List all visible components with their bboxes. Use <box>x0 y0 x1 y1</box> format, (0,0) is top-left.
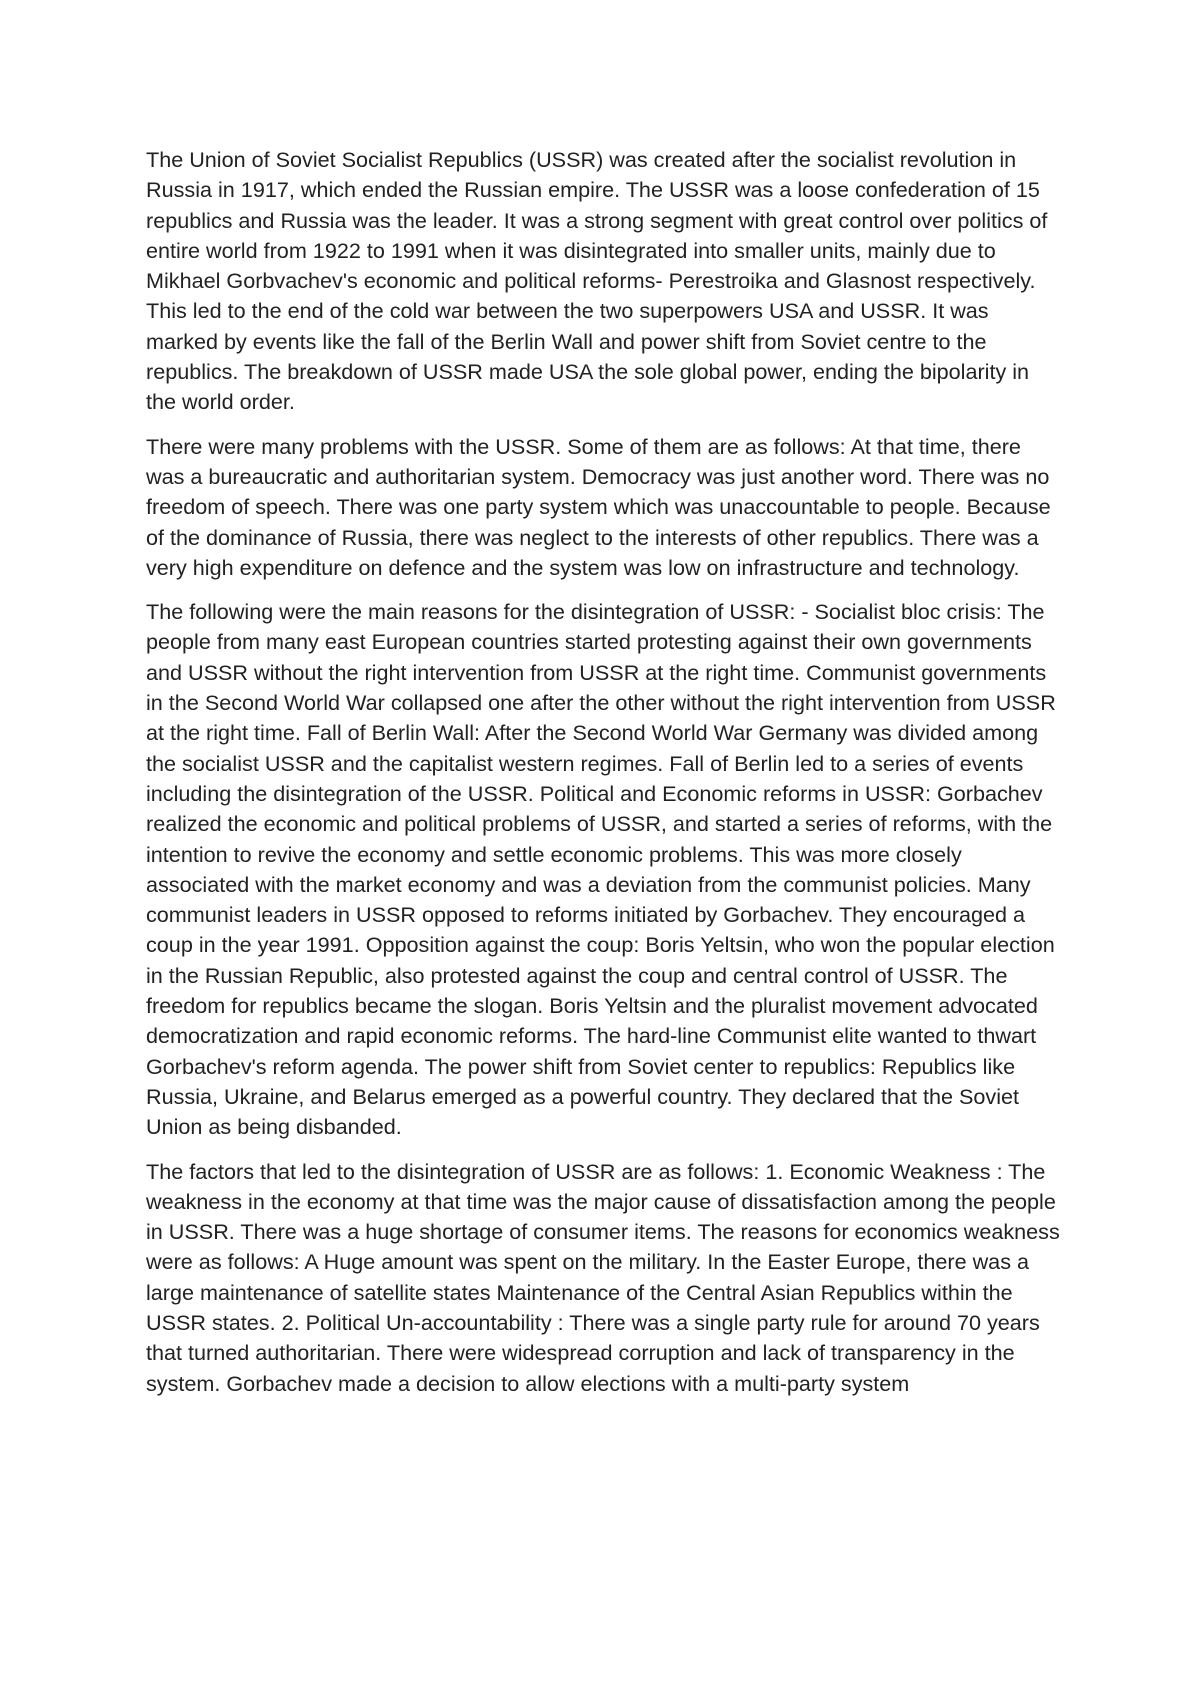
document-body <box>146 145 1061 1413</box>
paragraph-ussr-creation: The Union of Soviet Socialist Republics (USSR) was created after the socialist revolution in Russia in 1917, which ended the Russian empire. The USSR was a loose confederation of 15 republics and Russia was the leader. It was a strong segment with great control over politics of entire world from 1922 to 1991 when it was disintegrated into smaller units, mainly due to Mikhael Gorbvachev's economic and political reforms- Perestroika and Glasnost respectively. This led to the end of the cold war between the two superpowers USA and USSR. It was marked by events like the fall of the Berlin Wall and power shift from Soviet centre to the republics. The breakdown of USSR made USA the sole global power, ending the bipolarity in the world order. <box>146 147 1048 415</box>
paragraph-disintegration-reasons: The following were the main reasons for the disintegration of USSR: - Socialist bloc crisis: The people from many east European countries started protesting against their own governments and USSR without the right intervention from USSR at the right time. Communist governments in the Second World War collapsed one after the other without the right intervention from USSR at the right time. Fall of Berlin Wall: After the Second World War Germany was divided among the socialist USSR and the capitalist western regimes. Fall of Berlin led to a series of events including the disintegration of the USSR. Political and Economic reforms in USSR: Gorbachev realized the economic and political problems of USSR, and started a series of reforms, with the intention to revive the economy and settle economic problems. This was more closely associated with the market economy and was a deviation from the communist policies. Many communist leaders in USSR opposed to reforms initiated by Gorbachev. They encouraged a coup in the year 1991. Opposition against the coup: Boris Yeltsin, who won the popular election in the Russian Republic, also protested against the coup and central control of USSR. The freedom for republics became the slogan. Boris Yeltsin and the pluralist movement advocated democratization and rapid economic reforms. The hard-line Communist elite wanted to thwart Gorbachev's reform agenda. The power shift from Soviet center to republics: Republics like Russia, Ukraine, and Belarus emerged as a powerful country. They declared that the Soviet Union as being disbanded. <box>146 599 1056 1140</box>
paragraph-disintegration-factors: The factors that led to the disintegration of USSR are as follows: 1. Economic Weakness : The weakness in the economy at that time was the major cause of dissatisfaction among the people in USSR. There was a huge shortage of consumer items. The reasons for economics weakness were as follows: A Huge amount was spent on the military. In the Easter Europe, there was a large maintenance of satellite states Maintenance of the Central Asian Republics within the USSR states. 2. Political Un-accountability : There was a single party rule for around 70 years that turned authoritarian. There were widespread corruption and lack of transparency in the system. Gorbachev made a decision to allow elections with a multi-party system <box>146 1158 1060 1396</box>
paragraph-ussr-problems: There were many problems with the USSR. Some of them are as follows: At that time, there was a bureaucratic and authoritarian system. Democracy was just another word. There was no freedom of speech. There was one party system which was unaccountable to people. Because of the dominance of Russia, there was neglect to the interests of other republics. There was a very high expenditure on defence and the system was low on infrastructure and technology. <box>146 433 1051 580</box>
